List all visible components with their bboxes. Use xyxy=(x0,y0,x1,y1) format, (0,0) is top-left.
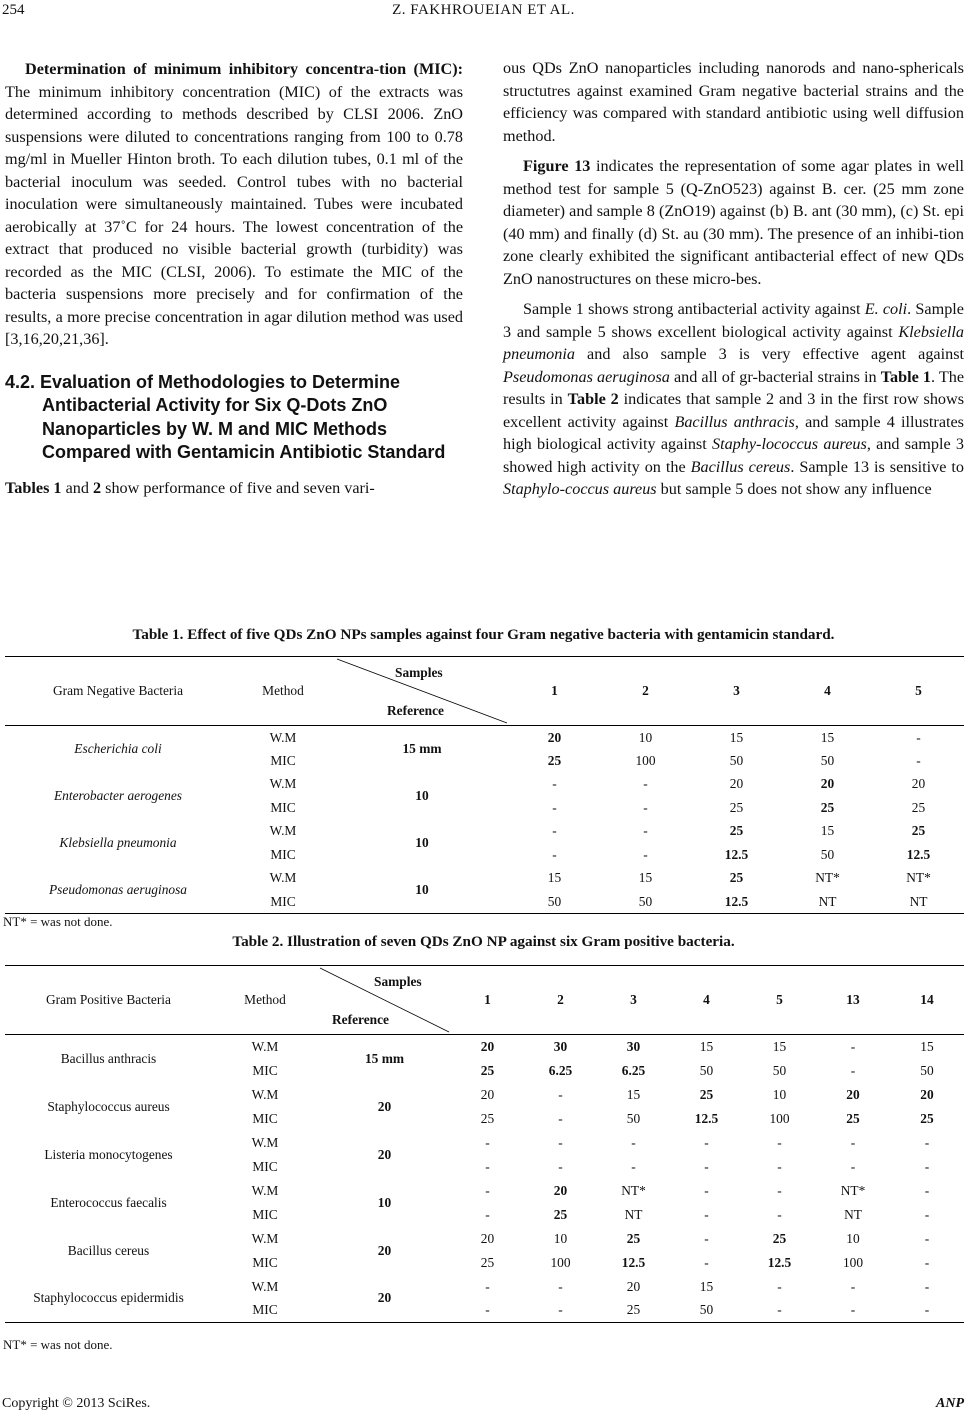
table-row xyxy=(5,1083,964,1107)
bacteria-name: Escherichia coli xyxy=(74,741,162,757)
wm-value-cell: 10 xyxy=(638,729,653,745)
table-row xyxy=(5,773,964,797)
mic-value-cell: - xyxy=(777,1206,782,1222)
header-bacteria: Gram Negative Bacteria xyxy=(52,683,184,698)
mic-paragraph xyxy=(5,58,463,351)
wm-value-cell: - xyxy=(558,1278,563,1294)
wm-value-cell: 15 xyxy=(699,1278,714,1294)
header-method: Method xyxy=(262,683,304,698)
journal-name: ANP xyxy=(936,1396,964,1411)
table-row xyxy=(5,1275,964,1299)
mic-value-cell: - xyxy=(916,752,921,768)
reference-value: 20 xyxy=(377,1146,392,1162)
mic-value-cell: 50 xyxy=(699,1062,714,1078)
results-text: and all of gr-bacterial strains in xyxy=(669,367,881,386)
wm-value-cell: 20 xyxy=(553,1182,568,1198)
method-label: MIC xyxy=(252,1158,278,1174)
mic-value-cell: - xyxy=(558,1302,563,1318)
wm-value-cell: - xyxy=(485,1134,490,1150)
results-text: and also sample 3 is very effective agent against xyxy=(574,345,964,363)
bacteria-name: Staphylococcus aureus xyxy=(47,1098,170,1114)
species-name: Staphylo-coccus aureus xyxy=(503,480,657,498)
table2-header xyxy=(5,966,964,1035)
method-label: MIC xyxy=(252,1206,278,1222)
results-text: . Sample 13 is sensitive to xyxy=(790,457,965,476)
wm-value-cell: - xyxy=(777,1278,782,1294)
mic-value-cell: 25 xyxy=(480,1062,495,1078)
header-sample: 2 xyxy=(642,683,649,698)
mic-value-cell: 12.5 xyxy=(724,846,749,862)
wm-value-cell: - xyxy=(558,1134,563,1150)
wm-value-cell: 20 xyxy=(820,776,835,792)
reference-value: 10 xyxy=(415,835,429,850)
wm-value-cell: - xyxy=(485,1182,490,1198)
wm-value-cell: - xyxy=(924,1230,930,1246)
wm-value-cell: 15 xyxy=(547,870,562,886)
mic-value-cell: - xyxy=(777,1158,782,1174)
reference-value: 10 xyxy=(415,788,429,803)
mic-value-cell: 50 xyxy=(820,846,835,862)
mic-value-cell: 12.5 xyxy=(724,893,749,909)
wm-value-cell: - xyxy=(704,1134,709,1150)
wm-value-cell: 20 xyxy=(547,729,562,745)
mic-value-cell: - xyxy=(850,1062,856,1078)
wm-value-cell: 20 xyxy=(729,776,744,792)
wm-value-cell: 10 xyxy=(846,1230,860,1246)
wm-value-cell: NT* xyxy=(906,870,931,886)
mic-paragraph-text: The minimum inhibitory concentration (MIC) of the extracts was determined according to methods described by CLSI 2006. ZnO suspensions were diluted to concentrations ranging from 100 to 0.78 mg/ml in Mueller Hinton broth. To each dilution tubes, 0.1 ml of the bacterial inoculum was seeded. Control tubes with no bacterial inoculation were simultaneously maintained. Tubes were incubated aerobically at 37˚C for 24 hours. The lowest concentration of the extract that produced no visible bacterial growth (turbidity) was recorded as the MIC (CLSI, 2006). To estimate the MIC of the bacteria suspensions more precisely and for confirmation of the results, a more precise concentration in agar dilution method was used [3,16,20,21,36]. xyxy=(5,82,463,348)
wm-value-cell: 25 xyxy=(626,1230,641,1246)
header-diagonal xyxy=(335,657,509,726)
wm-value-cell: 25 xyxy=(699,1086,714,1102)
figure-paragraph-text: indicates the representation of some agar plates in well method test for sample 5 (Q-ZnO523) against B. cer. (25 mm zone diameter) and sample 8 (ZnO19) against (b) B. ant (30 mm), (c) St. epi (40 mm) and finally (d) St. au (30 mm). The presence of an inhibi-tion zone clearly exhibited the significant antibacterial effect of new QDs ZnO nanostructures on these micro-bes. xyxy=(503,157,964,288)
wm-value-cell: 15 xyxy=(699,1038,714,1054)
page-header xyxy=(0,0,967,26)
mic-value-cell: NT xyxy=(818,893,837,909)
wm-value-cell: 20 xyxy=(480,1086,495,1102)
results-text: indicates that sample 2 and 3 in the first row shows excellent activity against xyxy=(503,390,965,431)
table2-note: NT* = was not done. xyxy=(3,1337,113,1352)
table2-body xyxy=(5,1035,964,1323)
species-name: Staphy-lococcus aureus xyxy=(712,435,867,453)
wm-value-cell: - xyxy=(777,1134,782,1150)
mic-value-cell: - xyxy=(924,1206,930,1222)
wm-value-cell: 15 xyxy=(920,1038,934,1054)
results-text: . Sample 3 and sample 5 shows excellent biological activity against xyxy=(503,300,964,341)
header-reference: Reference xyxy=(387,703,444,718)
species-name: Bacillus anthracis xyxy=(674,412,795,431)
table-row xyxy=(5,1227,964,1251)
wm-value-cell: - xyxy=(643,776,648,792)
species-name: E. coli xyxy=(864,300,908,318)
table-row xyxy=(5,726,964,750)
mic-value-cell: 25 xyxy=(820,799,835,815)
table1-ref: Tables 1 xyxy=(5,478,62,497)
method-label: MIC xyxy=(252,1110,278,1126)
copyright: Copyright © 2013 SciRes. xyxy=(2,1396,151,1411)
species-name: Pseudomonas aeruginosa xyxy=(503,367,670,386)
mic-value-cell: - xyxy=(552,846,557,862)
bacteria-name: Pseudomonas aeruginosa xyxy=(49,881,187,897)
wm-value-cell: NT* xyxy=(621,1182,646,1198)
results-text: , and sample 4 illustrates high biological activity against xyxy=(503,412,964,453)
header-method: Method xyxy=(244,992,286,1007)
reference-value: 15 mm xyxy=(402,741,442,757)
table-row xyxy=(5,1131,964,1155)
mic-value-cell: 25 xyxy=(729,799,744,815)
bacteria-name: Bacillus cereus xyxy=(67,1242,150,1258)
wm-value-cell: 10 xyxy=(772,1086,787,1102)
mic-value-cell: 100 xyxy=(635,752,656,768)
mic-value-cell: 100 xyxy=(842,1254,864,1270)
wm-value-cell: - xyxy=(850,1134,856,1150)
wm-value-cell: 10 xyxy=(553,1230,568,1246)
method-label: W.M xyxy=(251,1182,279,1198)
results-text: , and sample 3 showed high activity on the xyxy=(503,435,965,476)
mic-value-cell: 50 xyxy=(729,752,744,768)
wm-value-cell: 15 xyxy=(820,729,835,745)
species-name: Klebsiella pneumonia xyxy=(503,322,964,363)
mic-value-cell: - xyxy=(704,1158,709,1174)
method-label: MIC xyxy=(270,752,296,768)
continuation-paragraph: ous QDs ZnO nanoparticles including nanorods and nano-sphericals structutres against examined Gram negative bacterial strains and the efficiency was compared with standard antibiotic using well diffusion method. xyxy=(503,59,964,145)
wm-value-cell: 25 xyxy=(729,823,744,839)
header-sample: 13 xyxy=(846,992,860,1007)
mic-value-cell: 25 xyxy=(553,1206,568,1222)
mic-value-cell: 50 xyxy=(699,1302,714,1318)
results-text: . The results in xyxy=(503,367,964,408)
table1-ref: Table 1 xyxy=(880,367,931,386)
bacteria-name: Bacillus anthracis xyxy=(60,1050,157,1066)
bacteria-name: Staphylococcus epidermidis xyxy=(33,1290,184,1306)
wm-value-cell: 20 xyxy=(626,1278,641,1294)
header-diagonal xyxy=(318,966,451,1035)
wm-value-cell: - xyxy=(916,729,921,745)
mic-value-cell: 12.5 xyxy=(621,1254,646,1270)
mic-value-cell: - xyxy=(704,1206,709,1222)
wm-value-cell: - xyxy=(704,1182,709,1198)
mic-value-cell: - xyxy=(850,1158,856,1174)
results-text: but sample 5 does not show any influence xyxy=(656,480,932,498)
method-label: W.M xyxy=(251,1134,279,1150)
bacteria-name: Enterobacter aerogenes xyxy=(53,788,183,803)
header-sample: 1 xyxy=(551,683,558,698)
method-label: MIC xyxy=(252,1062,278,1078)
page-number: 254 xyxy=(2,2,25,18)
mic-value-cell: 50 xyxy=(547,893,562,909)
mic-value-cell: 50 xyxy=(772,1062,787,1078)
mic-value-cell: NT xyxy=(844,1206,862,1222)
wm-value-cell: 25 xyxy=(911,823,926,839)
method-label: MIC xyxy=(270,799,296,815)
mic-value-cell: 25 xyxy=(846,1110,860,1126)
wm-value-cell: 30 xyxy=(626,1038,641,1054)
table1 xyxy=(5,656,964,914)
and-text: and xyxy=(61,478,93,497)
wm-value-cell: 25 xyxy=(729,870,744,886)
wm-value-cell: 25 xyxy=(772,1230,787,1246)
wm-value-cell: - xyxy=(850,1038,856,1054)
mic-value-cell: - xyxy=(924,1302,930,1318)
tables-intro-text: show performance of five and seven vari- xyxy=(101,478,375,497)
mic-value-cell: 50 xyxy=(920,1062,934,1078)
mic-value-cell: - xyxy=(643,846,648,862)
tables-intro-paragraph xyxy=(5,477,463,500)
table1-caption: Table 1. Effect of five QDs ZnO NPs samples against four Gram negative bacteria with gentamicin standard. xyxy=(132,626,835,643)
header-sample: 2 xyxy=(557,992,564,1007)
wm-value-cell: NT* xyxy=(840,1182,866,1198)
section-heading: 4.2. Evaluation of Methodologies to Determine Antibacterial Activity for Six Q-Dots ZnO Nanoparticles by W. M and MIC Methods Compared with Gentamicin Antibiotic Standard xyxy=(5,371,446,462)
wm-value-cell: - xyxy=(485,1278,490,1294)
mic-value-cell: - xyxy=(643,799,648,815)
left-column xyxy=(5,58,463,499)
mic-value-cell: 6.25 xyxy=(548,1062,573,1078)
results-paragraph xyxy=(503,298,964,501)
method-label: MIC xyxy=(252,1254,278,1270)
wm-value-cell: 20 xyxy=(846,1086,860,1102)
header-sample: 14 xyxy=(920,992,934,1007)
method-label: W.M xyxy=(251,1278,279,1294)
mic-value-cell: - xyxy=(924,1254,930,1270)
method-label: W.M xyxy=(269,776,297,792)
wm-value-cell: 15 xyxy=(820,823,835,839)
header-sample: 3 xyxy=(733,683,740,698)
table1-body xyxy=(5,726,964,914)
mic-value-cell: - xyxy=(558,1158,563,1174)
mic-value-cell: 25 xyxy=(626,1302,641,1318)
header-sample: 4 xyxy=(703,992,710,1007)
header-sample: 4 xyxy=(824,683,831,698)
table2-caption: Table 2. Illustration of seven QDs ZnO NP against six Gram positive bacteria. xyxy=(232,933,735,950)
method-label: W.M xyxy=(251,1086,279,1102)
mic-value-cell: - xyxy=(552,799,557,815)
mic-value-cell: - xyxy=(704,1254,709,1270)
mic-value-cell: NT xyxy=(909,893,928,909)
wm-value-cell: 15 xyxy=(626,1086,641,1102)
mic-value-cell: - xyxy=(631,1158,636,1174)
mic-value-cell: 50 xyxy=(638,893,653,909)
table-row xyxy=(5,1179,964,1203)
mic-value-cell: 100 xyxy=(550,1254,571,1270)
wm-value-cell: - xyxy=(704,1230,709,1246)
method-label: W.M xyxy=(269,870,297,886)
wm-value-cell: - xyxy=(850,1278,856,1294)
wm-value-cell: 15 xyxy=(638,870,653,886)
table2-ref: 2 xyxy=(93,478,102,497)
method-label: W.M xyxy=(269,729,297,745)
mic-value-cell: 25 xyxy=(547,752,562,768)
wm-value-cell: 20 xyxy=(480,1230,495,1246)
wm-value-cell: NT* xyxy=(815,870,840,886)
wm-value-cell: - xyxy=(552,823,557,839)
header-bacteria: Gram Positive Bacteria xyxy=(46,992,171,1007)
mic-value-cell: 100 xyxy=(769,1110,790,1126)
wm-value-cell: - xyxy=(631,1134,636,1150)
reference-value: 20 xyxy=(377,1290,392,1306)
mic-value-cell: - xyxy=(924,1158,930,1174)
mic-value-cell: 25 xyxy=(911,799,926,815)
header-reference: Reference xyxy=(332,1012,389,1027)
wm-value-cell: - xyxy=(643,823,648,839)
table-row xyxy=(5,820,964,844)
method-label: W.M xyxy=(251,1038,279,1054)
mic-value-cell: 50 xyxy=(820,752,835,768)
method-label: W.M xyxy=(269,823,297,839)
figure13-ref: Figure 13 xyxy=(523,157,591,175)
header-sample: 3 xyxy=(630,992,637,1007)
wm-value-cell: 30 xyxy=(553,1038,568,1054)
mic-value-cell: - xyxy=(485,1206,490,1222)
mic-value-cell: 50 xyxy=(626,1110,641,1126)
table2-ref: Table 2 xyxy=(567,390,619,408)
method-label: MIC xyxy=(252,1302,278,1318)
header-samples: Samples xyxy=(395,665,443,680)
method-label: MIC xyxy=(270,893,296,909)
method-label: MIC xyxy=(270,846,296,862)
wm-value-cell: 15 xyxy=(729,729,744,745)
bacteria-name: Listeria monocytogenes xyxy=(44,1146,173,1162)
reference-value: 20 xyxy=(377,1098,392,1114)
header-sample: 5 xyxy=(915,683,922,698)
results-text: Sample 1 shows strong antibacterial activity against xyxy=(523,300,865,318)
table-row xyxy=(5,1035,964,1059)
wm-value-cell: - xyxy=(777,1182,782,1198)
mic-value-cell: - xyxy=(485,1302,490,1318)
wm-value-cell: 20 xyxy=(911,776,926,792)
mic-value-cell: 6.25 xyxy=(621,1062,646,1078)
wm-value-cell: - xyxy=(924,1182,930,1198)
wm-value-cell: 20 xyxy=(920,1086,934,1102)
header-samples: Samples xyxy=(374,974,422,989)
running-title: Z. FAKHROUEIAN ET AL. xyxy=(392,2,575,18)
table2 xyxy=(5,965,964,1323)
mic-value-cell: 12.5 xyxy=(694,1110,719,1126)
table1-header xyxy=(5,657,964,726)
table-row xyxy=(5,867,964,891)
right-column xyxy=(503,57,964,501)
mic-value-cell: - xyxy=(485,1158,490,1174)
table1-note: NT* = was not done. xyxy=(3,914,113,929)
reference-value: 20 xyxy=(377,1242,392,1258)
header-sample: 5 xyxy=(776,992,783,1007)
mic-paragraph-heading: Determination of minimum inhibitory concentra-tion (MIC): xyxy=(25,60,463,78)
mic-value-cell: - xyxy=(850,1302,856,1318)
mic-value-cell: 25 xyxy=(920,1110,934,1126)
reference-value: 10 xyxy=(377,1194,392,1210)
wm-value-cell: - xyxy=(552,776,557,792)
mic-value-cell: - xyxy=(558,1110,563,1126)
mic-value-cell: 12.5 xyxy=(767,1254,792,1270)
mic-value-cell: 12.5 xyxy=(906,846,931,862)
reference-value: 15 mm xyxy=(364,1050,405,1066)
reference-value: 10 xyxy=(415,881,429,897)
wm-value-cell: - xyxy=(558,1086,563,1102)
wm-value-cell: - xyxy=(924,1278,930,1294)
wm-value-cell: 15 xyxy=(772,1038,787,1054)
figure-paragraph xyxy=(503,155,964,290)
mic-value-cell: - xyxy=(777,1302,782,1318)
header-sample: 1 xyxy=(484,992,491,1007)
wm-value-cell: - xyxy=(924,1134,930,1150)
mic-value-cell: 25 xyxy=(480,1254,495,1270)
mic-value-cell: NT xyxy=(624,1206,643,1222)
mic-value-cell: 25 xyxy=(480,1110,495,1126)
method-label: W.M xyxy=(251,1230,279,1246)
species-name: Bacillus cereus xyxy=(690,457,791,476)
bacteria-name: Enterococcus faecalis xyxy=(50,1194,167,1210)
wm-value-cell: 20 xyxy=(480,1038,495,1054)
bacteria-name: Klebsiella pneumonia xyxy=(59,835,177,850)
